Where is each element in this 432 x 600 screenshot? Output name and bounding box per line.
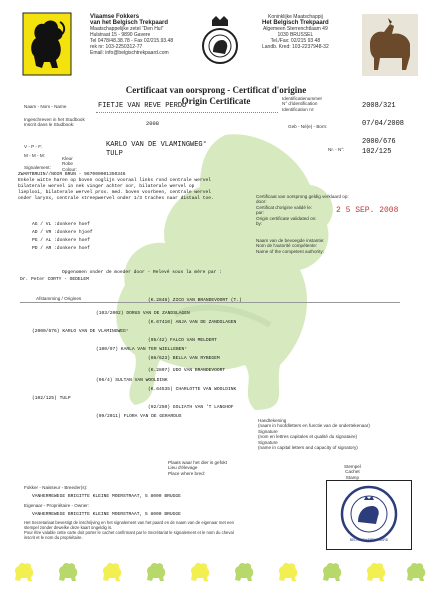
label-cachet: Cachet [345, 469, 360, 475]
label-handtekening4: (nom en lettres capitales et qualité du signataire) [258, 434, 358, 440]
label-stempel: Stempel [344, 464, 361, 469]
footer-lion-icon [144, 560, 170, 584]
label-handtekening2: (naam in hoofdletters en functie van de ondertekenaar) [258, 423, 370, 429]
value-owner: VANHERREWEGE BRIGITTE KLEINE MOERSTRAAT, 5 8000 BRUGGE [32, 512, 181, 517]
value-mmm: TULP [106, 150, 123, 158]
label-colour-en: Colour: [62, 166, 77, 172]
label-studbook [24, 117, 85, 128]
left-org-line5: Tel 0478/48.38.78 - Fax 02/215.93.48 [90, 38, 174, 44]
label-fokker: Fokker - Naisseur - Breeder(s): [24, 485, 88, 490]
value-ad: AD / VR :donkere hjoef [32, 230, 93, 235]
pedigree-entry: (92/250) GOLIATH VAN 'T LANGHOF [148, 405, 234, 410]
pedigree-entry: (2000/676) KARLO VAN DE VLAMINGWEG° [32, 329, 129, 334]
pedigree-entry: (103/2002) DORUS VAN DE ZANDSLAGEN [96, 311, 190, 316]
value-breeder: VANHERREWEGE BRIGITTE KLEINE MOERSTRAAT, 5 8000 BRUGGE [32, 494, 181, 499]
label-handtekening6: (name in capital letters and capacity of signatory) [258, 445, 358, 451]
footer-line2: stempel zonder dewelke deze kaart ongeldig is. [24, 525, 113, 530]
name-underline [96, 112, 278, 113]
pedigree-entry: (K.67410) ANJA VAN DE ZANDSLAGEN [148, 320, 237, 325]
right-org-line6: Landb. Kred: 103-2237948-32 [262, 44, 329, 50]
footer-lion-icon [320, 560, 346, 584]
label-stamp: Stamp [345, 474, 360, 480]
footer-line1: Het Secretariaat bevestigt de inschrijving en het signalement van het paard en de naam van de eigenaar met een [24, 520, 234, 525]
label-born: Geb - Né(e) - Born: [288, 124, 328, 129]
label-ident-2: N° d'identification [282, 101, 318, 107]
footer-line3: Pour être valable cette carte doit porter le cachet confirmant par le Secrétariat le signalement et le nom du cheval [24, 530, 234, 535]
left-org-name1: Vlaamse Fokkers [90, 14, 140, 20]
left-org-name2: van het Belgisch Trekpaard [90, 20, 169, 26]
left-org-line7: Email: info@belgischtrekpaard.com [90, 50, 169, 56]
royal-crest-logo [200, 14, 240, 70]
value-nr2: 102/125 [362, 148, 392, 156]
value-studbook: 2008 [146, 121, 159, 127]
left-lion-logo [22, 12, 72, 76]
stamp-label [344, 464, 361, 480]
label-afstamming: Afstamming / Origines [36, 296, 82, 301]
value-born: 07/04/2008 [362, 120, 405, 128]
label-ident-1: Identificatienummer [282, 96, 323, 101]
label-handtekening5: Signature [258, 439, 278, 445]
value-pd: PD / AR :donkere hoef [32, 246, 90, 251]
label-mmm: M - M - M: [24, 153, 45, 158]
label-handtekening3: Signature [258, 428, 278, 434]
right-org-line4: 1030 BRUSSEL [277, 32, 314, 38]
seal-text: BELGISCH TREKPAARD [349, 538, 389, 542]
signature-block [258, 418, 370, 450]
pedigree-entry: (K.64535) CHARLOTTE VAN WOOLDINK [148, 387, 237, 392]
label-cert-valid6: by: [256, 221, 263, 227]
label-robe: Robe [62, 161, 73, 167]
value-nr1: 2000/676 [362, 138, 396, 146]
page-subtitle: Origin Certificate [181, 96, 251, 106]
pedigree-entry: (99/2011) FLORA VAN DE GERARDUS [96, 414, 182, 419]
right-org-name2: Het Belgisch Trekpaard [262, 20, 329, 26]
label-handtekening1: Handtekening [258, 418, 287, 423]
label-name: Naam - Nom - Name [24, 104, 67, 109]
value-vpf: KARLO VAN DE VLAMINGWEG° [106, 141, 207, 149]
page-title: Certificaat van oorsprong - Certificat d'origine [125, 85, 307, 95]
right-org-line5: Tel./Fax: 02/215 93 48 [270, 38, 321, 44]
label-signalement: Signalement: [24, 165, 51, 170]
value-name: FIETJE VAN REVE PERDU [98, 102, 187, 110]
footer-notice [24, 520, 234, 540]
value-dr: Dr. Peter CORTY - OEDELEM [20, 277, 89, 282]
value-ident: 2008/321 [362, 102, 396, 110]
label-cert-valid4: par: [256, 210, 264, 216]
footer-lion-icon [404, 560, 430, 584]
footer-line4: inscrit et le nom du propriétaire. [24, 535, 83, 540]
pedigree-entry: (102/125) TULP [32, 396, 71, 401]
label-lieu: Lieu d'élevage [168, 465, 198, 471]
value-kleur: ZWARTBRUIN//NOIR BRUN - 967000001350346 [18, 172, 126, 177]
label-kleur: Kleur [62, 156, 73, 161]
official-seal [340, 484, 398, 544]
value-sig1: Enkele witte haren op boven ooglijn vooraal links rond centrale wervel [18, 178, 211, 183]
footer-lion-icon [364, 560, 390, 584]
footer-lion-icon [12, 560, 38, 584]
label-cert-valid5: Origin certificate validated on: [256, 215, 317, 221]
value-sig3: lieplooi, bilaterale wervel prox. med. boven voorbeen, centrale wervel [18, 190, 211, 195]
date-stamp: 2 5 SEP. 2008 [336, 206, 399, 215]
footer-lion-icon [188, 560, 214, 584]
label-studbook-2: Inscrit dans le Studbook: [24, 122, 75, 128]
label-cert-valid1: Certificaat van oorsprong geldig verklaard op: [256, 194, 349, 199]
pedigree-entry: (86/623) BELLA VAN RYBEGEM [148, 356, 220, 361]
label-ident-3: Identification nr: [282, 106, 315, 112]
label-name-authority: Name of the competent authority: [256, 248, 324, 254]
pedigree-entry: (K.2848) ZICO VAN BRANDEVOORT (T.) [148, 298, 242, 303]
pedigree-entry: (96/4) SULTAN VAN WOOLDINK [96, 378, 168, 383]
authority-block [256, 238, 324, 254]
footer-lion-icon [56, 560, 82, 584]
right-org-name1: Koninklijke Maatschappij [267, 14, 323, 20]
label-plaats: Plaats waar het dier is gefokt [168, 460, 227, 465]
label-nom-autorite: Nom de l'autorité compétente: [256, 243, 318, 249]
right-org-line3: Algemeen Sterrenchtlaam 49 [262, 26, 328, 32]
pedigree-entry: (95/42) FALCO VAN MELDERT [148, 338, 217, 343]
value-bevrucht: Opgenomen onder de moeder door - Relevé sous la mère par : [62, 270, 222, 275]
validation-block [256, 194, 349, 226]
footer-lion-icon [100, 560, 126, 584]
left-org-line6: rek nr: 103-2250312-77 [90, 44, 143, 50]
label-naam-bevoegde: Naam van de bevoegde instantie: [256, 238, 325, 243]
value-sig4: onder larynx, centrale streepwervel onder 1/3 traches naar distaal toe. [18, 196, 214, 201]
pedigree-entry: (K.2807) UDO VAN BRANDEVOORT [148, 368, 226, 373]
footer-lion-icon [232, 560, 258, 584]
label-studbook-1: Ingeschreven in het Studbook [24, 117, 85, 122]
right-org-block [262, 14, 329, 50]
value-pg: PG / AL :donkere hoef [32, 238, 90, 243]
label-place: Place where bred: [168, 470, 206, 476]
label-ident [282, 96, 322, 112]
left-org-line3: Maatschappelijke zetel “Den Hul” [90, 26, 164, 32]
left-org-block [90, 14, 173, 56]
label-eigenaar: Eigenaar - Propriétaire - Owner: [24, 503, 90, 508]
value-ag: AG / VL :donkere hoef [32, 222, 90, 227]
label-cert-valid3: Certificat d'origine validé le: [256, 204, 313, 210]
label-cert-valid2: door: [256, 199, 267, 205]
label-nr: Nr. - N°: [328, 147, 345, 152]
left-org-line4: Hulstraat 15 - 9890 Gavere [90, 32, 151, 38]
footer-lion-icon [276, 560, 302, 584]
pedigree-entry: (100/97) KARLA VAN TER WIELLEBEN° [96, 347, 187, 352]
horse-photo [362, 14, 418, 76]
place-block [168, 460, 227, 476]
label-colour [62, 156, 77, 172]
label-vpf: V - P - F: [24, 144, 43, 149]
value-sig2: bilaterale wervel in nek vinger achter oor, bilaterale wervel op [18, 184, 195, 189]
